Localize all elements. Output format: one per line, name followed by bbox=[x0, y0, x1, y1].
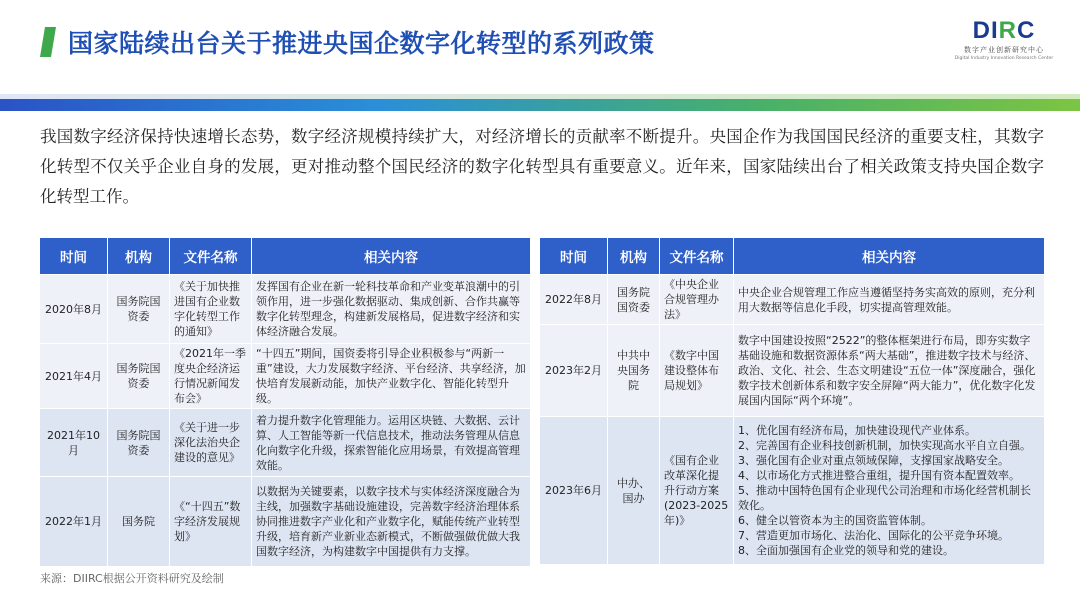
cell-content: 着力提升数字化管理能力。运用区块链、大数据、云计算、人工智能等新一代信息技术，推动法务管理从信息化向数字化升级，探索智能化应用场景，有效提高管理效能。 bbox=[252, 408, 530, 476]
dirc-logo bbox=[948, 18, 1060, 61]
logo-mark: DIRC bbox=[972, 17, 1036, 44]
page-title: 国家陆续出台关于推进央国企数字化转型的系列政策 bbox=[68, 29, 655, 58]
cell-org: 国务院国资委 bbox=[108, 343, 170, 408]
cell-time: 2020年8月 bbox=[40, 274, 108, 343]
column-header-time: 时间 bbox=[540, 238, 608, 274]
table-row bbox=[40, 343, 530, 408]
logo-name-en: Digital Industry Innovation Research Center bbox=[954, 56, 1054, 61]
cell-time: 2022年8月 bbox=[540, 274, 608, 324]
cell-org: 国务院 bbox=[108, 476, 170, 566]
cell-time: 2021年10月 bbox=[40, 408, 108, 476]
source-note: 来源：DIIRC根据公开资料研究及绘制 bbox=[40, 572, 224, 585]
cell-content: 中央企业合规管理工作应当遵循坚持务实高效的原则，充分利用大数据等信息化手段，切实提高管理效能。 bbox=[734, 274, 1044, 324]
table-row bbox=[540, 324, 1044, 416]
policy-table-left bbox=[40, 238, 530, 566]
table-row bbox=[540, 416, 1044, 564]
column-header-org: 机构 bbox=[608, 238, 660, 274]
policy-table-right bbox=[540, 238, 1044, 564]
cell-doc: 《国有企业改革深化提升行动方案(2023-2025年)》 bbox=[660, 416, 734, 564]
header-bar bbox=[0, 0, 1080, 100]
table-header-row bbox=[540, 238, 1044, 274]
column-header-org: 机构 bbox=[108, 238, 170, 274]
cell-time: 2022年1月 bbox=[40, 476, 108, 566]
column-header-content: 相关内容 bbox=[252, 238, 530, 274]
cell-doc: 《2021年一季度央企经济运行情况新闻发布会》 bbox=[170, 343, 252, 408]
cell-time: 2023年2月 bbox=[540, 324, 608, 416]
cell-time: 2021年4月 bbox=[40, 343, 108, 408]
table-row bbox=[40, 274, 530, 343]
cell-doc: 《“十四五”数字经济发展规划》 bbox=[170, 476, 252, 566]
cell-doc: 《关于加快推进国有企业数字化转型工作的通知》 bbox=[170, 274, 252, 343]
cell-time: 2023年6月 bbox=[540, 416, 608, 564]
intro-paragraph: 我国数字经济保持快速增长态势，数字经济规模持续扩大，对经济增长的贡献率不断提升。央国企作为我国国民经济的重要支柱，其数字化转型不仅关乎企业自身的发展，更对推动整个国民经济的数字化转型具有重要意义。近年来，国家陆续出台了相关政策支持央国企数字化转型工作。 bbox=[40, 127, 1044, 206]
column-header-doc: 文件名称 bbox=[170, 238, 252, 274]
cell-content: 1、优化国有经济布局，加快建设现代产业体系。 2、完善国有企业科技创新机制，加快实现高水平自立自强。 3、强化国有企业对重点领域保障，支撑国家战略安全。 4、以市场化方式推进整合重组，提升国有资本配置效率。 5、推动中国特色国有企业现代公司治理和市场化经营机制长效化。 6、健全以管资本为主的国资监管体制。 7、营造更加市场化、法治化、国际化的公平竞争环境。 8、全面加强国有企业党的领导和党的建设。 bbox=[734, 416, 1044, 564]
cell-content: 发挥国有企业在新一轮科技革命和产业变革浪潮中的引领作用，进一步强化数据驱动、集成创新、合作共赢等数字化转型理念，构建新发展格局，促进数字经济和实体经济融合发展。 bbox=[252, 274, 530, 343]
table-row bbox=[40, 408, 530, 476]
title-accent-icon bbox=[40, 27, 56, 57]
table-row bbox=[540, 274, 1044, 324]
cell-doc: 《中央企业合规管理办法》 bbox=[660, 274, 734, 324]
cell-org: 中共中央国务院 bbox=[608, 324, 660, 416]
column-header-content: 相关内容 bbox=[734, 238, 1044, 274]
cell-org: 国务院国资委 bbox=[108, 274, 170, 343]
logo-name-cn: 数字产业创新研究中心 bbox=[964, 46, 1044, 54]
cell-content: 数字中国建设按照“2522”的整体框架进行布局，即夯实数字基础设施和数据资源体系“两大基础”，推进数字技术与经济、政治、文化、社会、生态文明建设“五位一体”深度融合，强化数字技术创新体系和数字安全屏障“两大能力”，优化数字化发展国内国际“两个环境”。 bbox=[734, 324, 1044, 416]
column-header-time: 时间 bbox=[40, 238, 108, 274]
table-header-row bbox=[40, 238, 530, 274]
cell-content: “十四五”期间，国资委将引导企业积极参与“两新一重”建设，大力发展数字经济、平台经济、共享经济，加快培育发展新动能，加快产业数字化、智能化转型升级。 bbox=[252, 343, 530, 408]
cell-org: 中办、国办 bbox=[608, 416, 660, 564]
header-gradient-band bbox=[0, 99, 1080, 111]
cell-doc: 《数字中国建设整体布局规划》 bbox=[660, 324, 734, 416]
cell-org: 国务院国资委 bbox=[108, 408, 170, 476]
table-row bbox=[40, 476, 530, 566]
cell-org: 国务院国资委 bbox=[608, 274, 660, 324]
column-header-doc: 文件名称 bbox=[660, 238, 734, 274]
cell-doc: 《关于进一步深化法治央企建设的意见》 bbox=[170, 408, 252, 476]
cell-content: 以数据为关键要素，以数字技术与实体经济深度融合为主线，加强数字基础设施建设，完善数字经济治理体系协同推进数字产业化和产业数字化，赋能传统产业转型升级，培育新产业新业态新模式，不断做强做优做大我国数字经济，为构建数字中国提供有力支撑。 bbox=[252, 476, 530, 566]
